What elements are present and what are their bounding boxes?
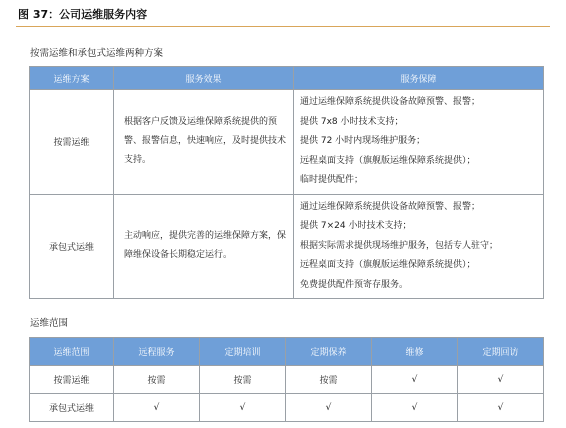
table-row <box>30 394 544 422</box>
scope-cell: √ <box>458 366 544 394</box>
guarantee-item: 免费提供配件预寄存服务。 <box>300 279 409 290</box>
scope-cell: √ <box>286 394 372 422</box>
service-effect: 根据客户反馈及运维保障系统提供的预警、报警信息，快速响应，及时提供技术支持。 <box>114 90 294 195</box>
guarantee-item: 提供 7x8 小时技术支持； <box>300 116 404 127</box>
scope-cell: √ <box>372 394 458 422</box>
table-row <box>30 366 544 394</box>
header-regular-visit: 定期回访 <box>458 338 544 366</box>
table-row <box>30 194 544 299</box>
guarantee-item: 远程桌面支持（旗舰版运维保障系统提供）； <box>300 155 476 166</box>
guarantee-item: 临时提供配件； <box>300 175 364 185</box>
header-guarantee: 服务保障 <box>294 67 544 90</box>
service-effect: 主动响应，提供完善的运维保障方案，保障维保设备长期稳定运行。 <box>114 194 294 299</box>
scheme-name: 承包式运维 <box>30 194 114 299</box>
scope-cell: 按需 <box>286 366 372 394</box>
scope-row-name: 承包式运维 <box>30 394 114 422</box>
figure-title: 图 37：公司运维服务内容 <box>18 8 148 21</box>
scope-cell: 按需 <box>200 366 286 394</box>
title-divider <box>16 26 550 27</box>
guarantee-item: 通过运维保障系统提供设备故障预警、报警； <box>300 201 481 212</box>
table-header-row <box>30 338 544 366</box>
scope-cell: √ <box>200 394 286 422</box>
table-row <box>30 90 544 195</box>
scheme-name: 按需运维 <box>30 90 114 195</box>
service-guarantee <box>294 194 544 299</box>
guarantee-item: 通过运维保障系统提供设备故障预警、报警； <box>300 97 481 107</box>
header-scope: 运维范围 <box>30 338 114 366</box>
guarantee-item: 根据实际需求提供现场维护服务，包括专人驻守； <box>300 240 499 251</box>
scope-cell: √ <box>458 394 544 422</box>
header-effect: 服务效果 <box>114 67 294 90</box>
guarantee-item: 提供 72 小时内现场维护服务； <box>300 136 426 146</box>
scope-cell: √ <box>114 394 200 422</box>
guarantee-item: 远程桌面支持（旗舰版运维保障系统提供）； <box>300 260 476 270</box>
section-title-schemes: 按需运维和承包式运维两种方案 <box>30 48 164 59</box>
scheme-table <box>29 66 544 299</box>
scope-cell: √ <box>372 366 458 394</box>
header-scheme: 运维方案 <box>30 67 114 90</box>
section-title-scope: 运维范围 <box>30 318 69 329</box>
scope-table <box>29 337 544 422</box>
service-guarantee <box>294 90 544 195</box>
scope-cell: 按需 <box>114 366 200 394</box>
table-header-row <box>30 67 544 90</box>
scope-row-name: 按需运维 <box>30 366 114 394</box>
header-remote-service: 远程服务 <box>114 338 200 366</box>
header-regular-maintenance: 定期保养 <box>286 338 372 366</box>
guarantee-item: 提供 7×24 小时技术支持； <box>300 221 412 231</box>
header-regular-training: 定期培训 <box>200 338 286 366</box>
header-repair: 维修 <box>372 338 458 366</box>
